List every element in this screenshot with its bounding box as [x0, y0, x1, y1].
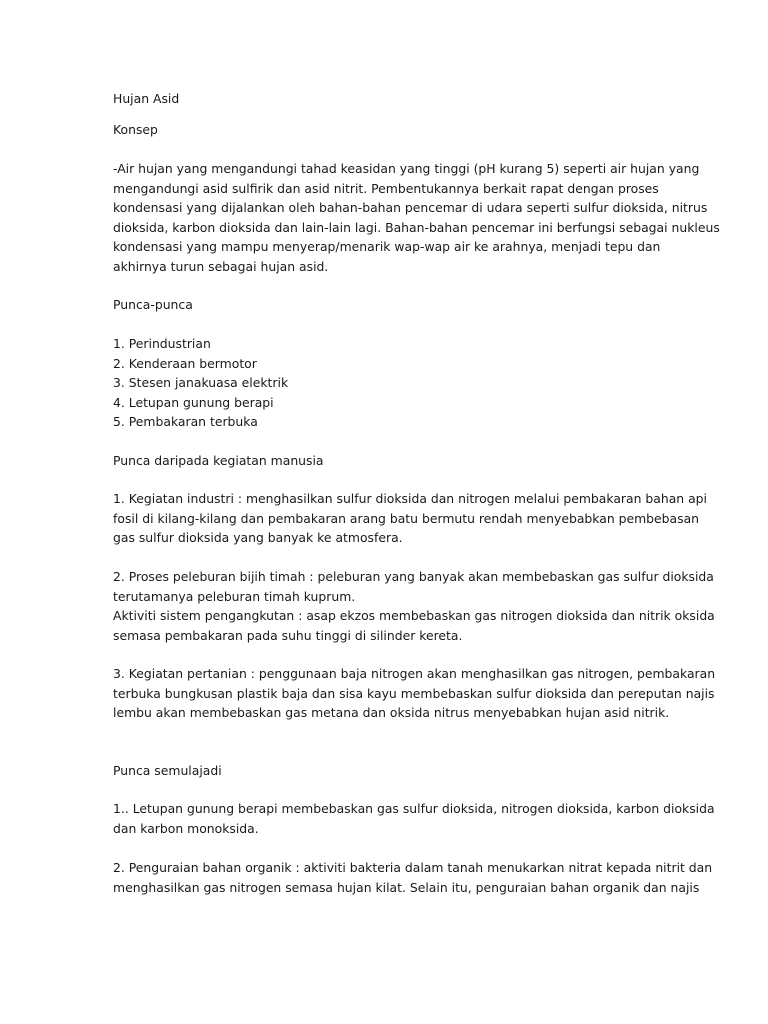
- paragraph-line: akhirnya turun sebagai hujan asid.: [113, 258, 329, 274]
- paragraph-line: 3. Kegiatan pertanian : penggunaan baja nitrogen akan menghasilkan gas nitrogen, pembakaran: [113, 666, 716, 681]
- paragraph-line: dan karbon monoksida.: [113, 820, 259, 836]
- list-item: 3. Stesen janakuasa elektrik: [113, 375, 289, 391]
- paragraph-line: gas sulfur dioksida yang banyak ke atmosfera.: [113, 530, 403, 546]
- manusia-heading-text: Punca daripada kegiatan manusia: [113, 453, 324, 468]
- punca-heading-text: Punca-punca: [113, 297, 193, 312]
- paragraph-line: terbuka bungkusan plastik baja dan sisa kayu membebaskan sulfur dioksida dan pereputan najis: [113, 685, 715, 701]
- list-item: 4. Letupan gunung berapi: [113, 394, 274, 410]
- paragraph-line: 2. Penguraian bahan organik : aktiviti bakteria dalam tanah menukarkan nitrat kepada nitrit dan: [113, 860, 713, 875]
- semulajadi-heading-text: Punca semulajadi: [113, 763, 222, 778]
- paragraph-line: mengandungi asid sulfirik dan asid nitrit. Pembentukannya berkait rapat dengan proses: [113, 180, 659, 196]
- list-item: 5. Pembakaran terbuka: [113, 414, 258, 430]
- paragraph-line: terutamanya peleburan timah kuprum.: [113, 588, 356, 604]
- semulajadi-heading: [113, 761, 673, 781]
- list-item: 2. Kenderaan bermotor: [113, 355, 257, 371]
- semulajadi-paragraph-1: [113, 799, 715, 838]
- manusia-heading: [113, 451, 673, 471]
- manusia-paragraph-2: [113, 567, 715, 645]
- manusia-paragraph-3: [113, 664, 716, 723]
- paragraph-line: kondensasi yang dijalankan oleh bahan-bahan pencemar di udara seperti sulfur dioksida, nitrus: [113, 200, 708, 216]
- konsep-heading-text: Konsep: [113, 122, 158, 137]
- paragraph-line: kondensasi yang mampu menyerap/menarik wap-wap air ke arahnya, menjadi tepu dan: [113, 239, 661, 255]
- paragraph-line: 2. Proses peleburan bijih timah : peleburan yang banyak akan membebaskan gas sulfur dioksida: [113, 569, 714, 584]
- document-title: [113, 89, 673, 109]
- paragraph-line: menghasilkan gas nitrogen semasa hujan kilat. Selain itu, penguraian bahan organik dan najis: [113, 879, 700, 895]
- paragraph-line: Aktiviti sistem pengangkutan : asap ekzos membebaskan gas nitrogen dioksida dan nitrik oksida: [113, 608, 715, 624]
- paragraph-line: fosil di kilang-kilang dan pembakaran arang batu bermutu rendah menyebabkan pembebasan: [113, 510, 700, 526]
- paragraph-line: lembu akan membebaskan gas metana dan oksida nitrus menyebabkan hujan asid nitrik.: [113, 705, 670, 721]
- paragraph-line: 1.. Letupan gunung berapi membebaskan gas sulfur dioksida, nitrogen dioksida, karbon dioksida: [113, 801, 715, 816]
- paragraph-line: 1. Kegiatan industri : menghasilkan sulfur dioksida dan nitrogen melalui pembakaran bahan api: [113, 491, 707, 506]
- punca-heading: [113, 295, 673, 315]
- paragraph-line: -Air hujan yang mengandungi tahad keasidan yang tinggi (pH kurang 5) seperti air hujan yang: [113, 161, 700, 176]
- konsep-heading: [113, 120, 673, 140]
- paragraph-line: semasa pembakaran pada suhu tinggi di silinder kereta.: [113, 627, 463, 643]
- list-item: 1. Perindustrian: [113, 336, 211, 351]
- manusia-paragraph-1: [113, 489, 707, 548]
- paragraph-line: dioksida, karbon dioksida dan lain-lain lagi. Bahan-bahan pencemar ini berfungsi sebagai nukleus: [113, 219, 720, 235]
- title-text: Hujan Asid: [113, 91, 180, 106]
- konsep-paragraph: [113, 159, 720, 277]
- semulajadi-paragraph-2: [113, 858, 713, 897]
- punca-list: [113, 334, 673, 432]
